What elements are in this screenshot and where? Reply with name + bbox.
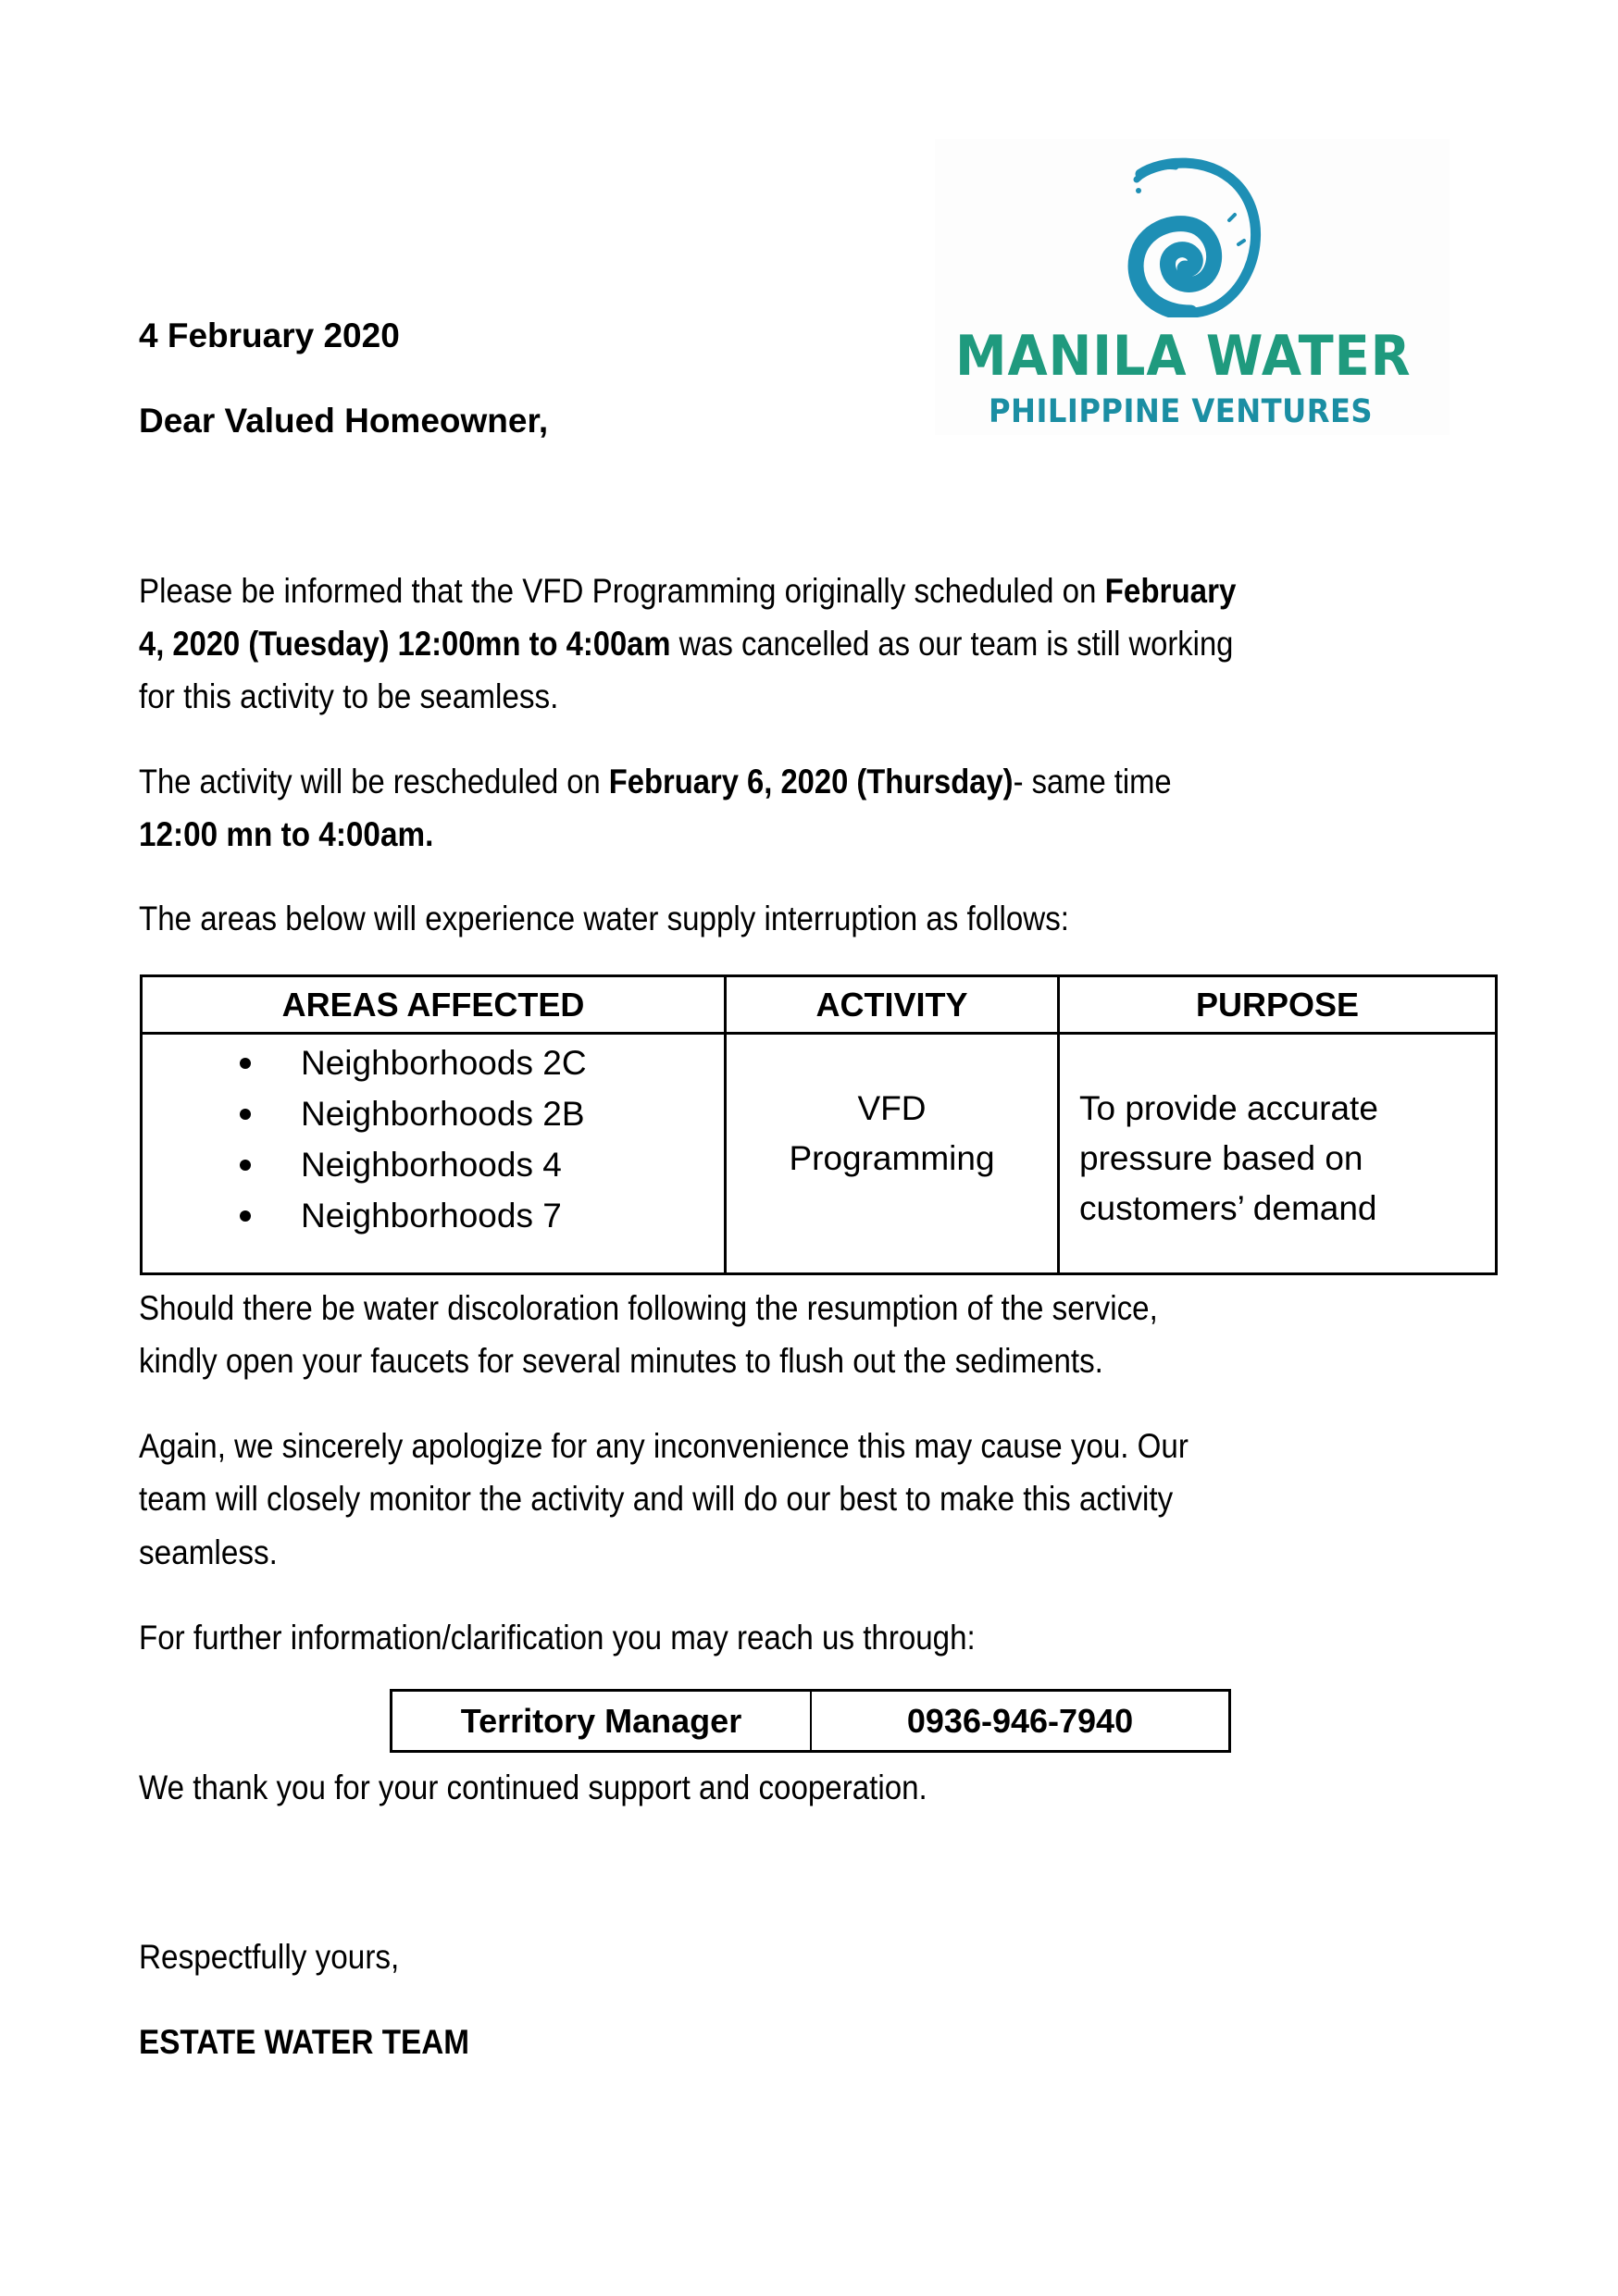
paragraph-2-line-1: [139, 762, 1172, 802]
paragraph-2-line-2: 12:00 mn to 4:00am.: [139, 815, 434, 853]
bold-schedule-segment: 4, 2020 (Tuesday) 12:00mn to 4:00am: [139, 625, 671, 663]
areas-affected-table: [140, 974, 1498, 1275]
purpose-line-1: To provide accurate: [1079, 1089, 1378, 1127]
paragraph-1-line-3: for this activity to be seamless.: [139, 677, 559, 715]
header-areas-affected: AREAS AFFECTED: [281, 986, 585, 1024]
purpose-line-2: pressure based on: [1079, 1139, 1363, 1177]
paragraph-5-line-2: team will closely monitor the activity and will do our best to make this activity: [139, 1480, 1174, 1518]
area-item: Neighborhoods 4: [301, 1146, 562, 1184]
text-segment: The activity will be rescheduled on: [139, 763, 609, 800]
paragraph-5-line-1: Again, we sincerely apologize for any inconvenience this may cause you. Our: [139, 1427, 1189, 1465]
contact-phone[interactable]: 0936-946-7940: [906, 1702, 1134, 1740]
text-segment: Please be informed that the VFD Programming originally scheduled on: [139, 572, 1105, 610]
paragraph-7: We thank you for your continued support and cooperation.: [139, 1769, 927, 1806]
activity-line-1: VFD: [857, 1089, 927, 1127]
paragraph-3: The areas below will experience water supply interruption as follows:: [139, 900, 1069, 937]
bold-date-segment: February: [1104, 572, 1237, 610]
bold-reschedule-date: February 6, 2020 (Thursday): [608, 763, 1014, 800]
salutation: Dear Valued Homeowner,: [139, 402, 549, 440]
table-header-divider: [143, 1032, 1495, 1035]
activity-line-2: Programming: [789, 1139, 995, 1177]
logo-subtitle: PHILIPPINE VENTURES: [989, 393, 1374, 430]
paragraph-6: For further information/clarification you may reach us through:: [139, 1619, 976, 1657]
valediction: Respectfully yours,: [139, 1938, 400, 1976]
area-item: Neighborhoods 2B: [301, 1095, 585, 1133]
area-item: Neighborhoods 7: [301, 1197, 562, 1235]
header-activity: ACTIVITY: [815, 986, 968, 1024]
paragraph-4-line-2: kindly open your faucets for several minutes to flush out the sediments.: [139, 1342, 1103, 1380]
paragraph-4-line-1: Should there be water discoloration following the resumption of the service,: [139, 1289, 1158, 1327]
contact-role: Territory Manager: [460, 1702, 742, 1740]
paragraph-1-line-1: [139, 571, 1236, 612]
bullet-icon: [240, 1058, 251, 1069]
purpose-line-3: customers’ demand: [1079, 1189, 1377, 1227]
water-swirl-icon: [1120, 155, 1273, 317]
text-segment: - same time: [1013, 763, 1172, 800]
bullet-icon: [240, 1160, 251, 1171]
paragraph-5-line-3: seamless.: [139, 1533, 278, 1571]
area-item: Neighborhoods 2C: [301, 1044, 587, 1082]
paragraph-1-line-2: [139, 624, 1233, 664]
bullet-icon: [240, 1210, 251, 1222]
letter-date: 4 February 2020: [139, 316, 400, 354]
logo-title: MANILA WATER: [955, 324, 1412, 389]
company-logo: [935, 139, 1450, 435]
signature: ESTATE WATER TEAM: [139, 2023, 470, 2061]
bullet-icon: [240, 1109, 251, 1120]
contact-table: [390, 1689, 1231, 1753]
header-purpose: PURPOSE: [1195, 986, 1360, 1024]
text-segment: was cancelled as our team is still working: [670, 625, 1234, 663]
